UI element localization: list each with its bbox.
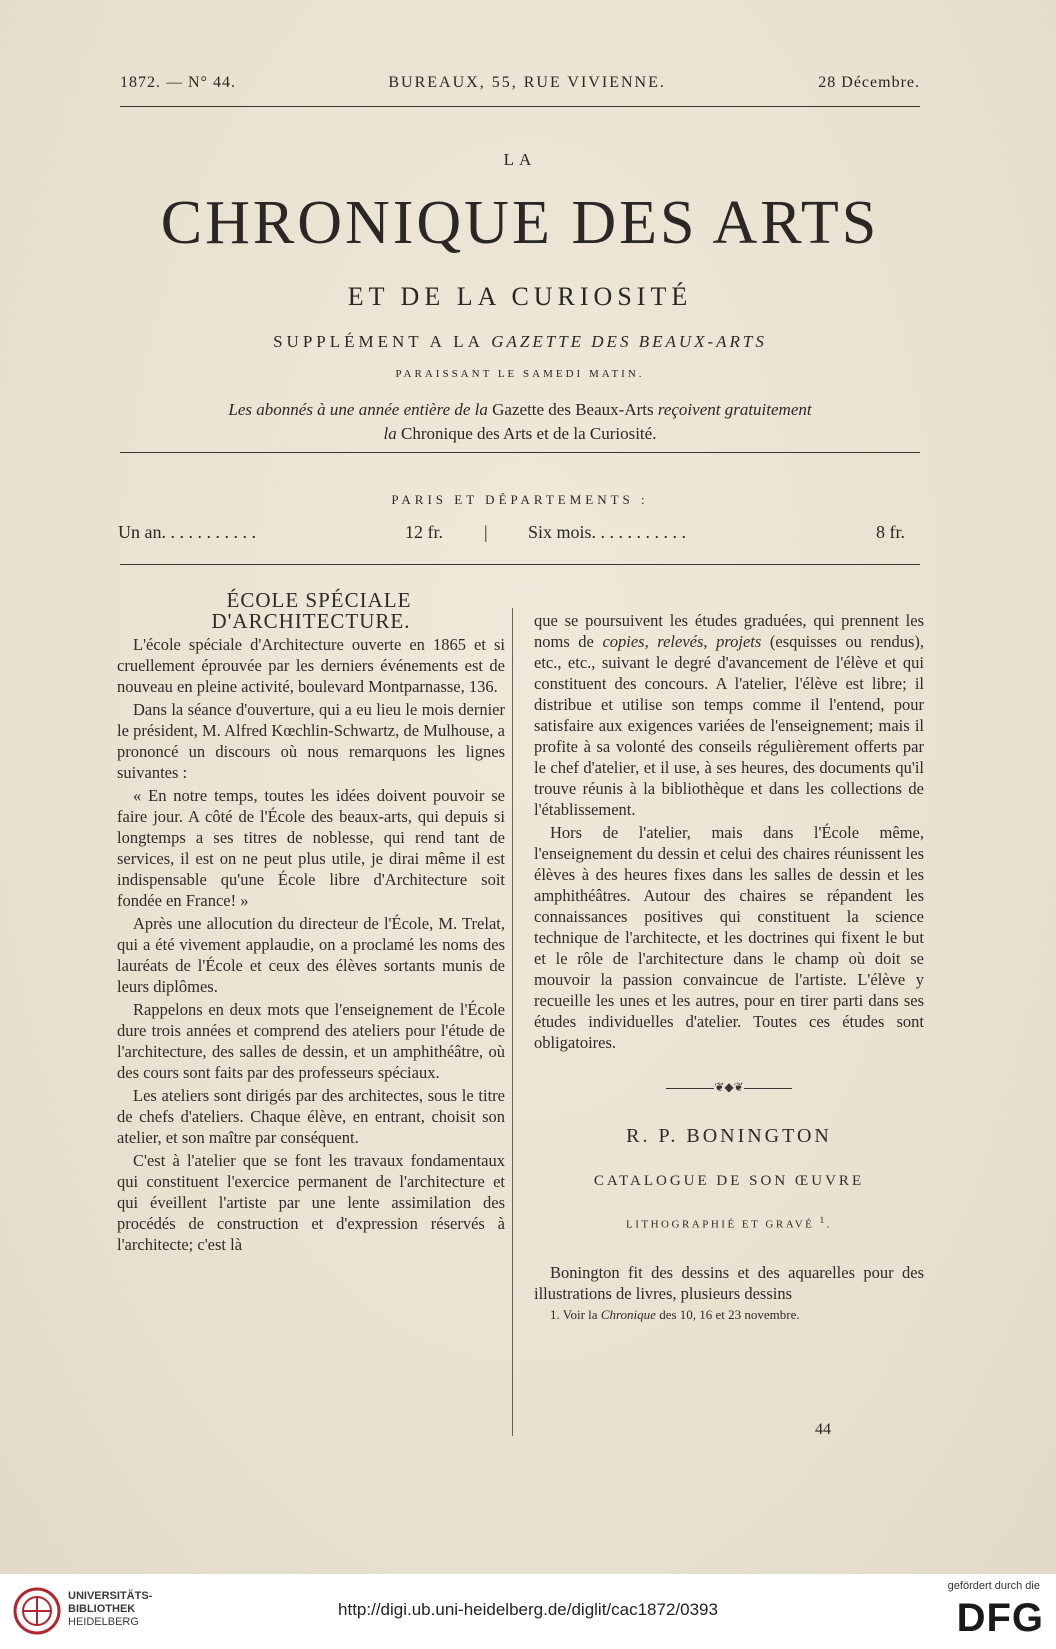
- notice-text: Les abonnés à une année entière de la: [228, 400, 488, 419]
- notice-text: reçoivent gratuitement: [657, 400, 812, 419]
- article-paragraph: « En notre temps, toutes les idées doivent pouvoir se faire jour. A côté de l'École des beaux-arts, qui depuis si longtemps a ses titres de noblesse, qui rend tant de services, il est on ne peut plus utile, je dirai même il est indispensable qu'une École libre d'Architecture soit fondée en France! »: [117, 786, 505, 910]
- article-paragraph: Les ateliers sont dirigés par des architectes, sous le titre de chefs d'ateliers. Chaque élève, en entrant, choisit son atelier, et son maître par conséquent.: [117, 1086, 505, 1147]
- article-architecture: [117, 590, 505, 1257]
- subscription-heading: PARIS ET DÉPARTEMENTS :: [391, 492, 649, 507]
- supplement-line: [120, 332, 920, 352]
- bonington-subtitle: CATALOGUE DE SON ŒUVRE: [593, 1173, 865, 1189]
- footnote: [534, 1306, 924, 1324]
- document-url[interactable]: http://digi.ub.uni-heidelberg.de/diglit/cac1872/0393: [338, 1600, 718, 1619]
- issue-header: [120, 74, 920, 98]
- article-paragraph: Rappelons en deux mots que l'enseignement de l'École dure trois années et comprend des ateliers pour l'étude de l'architecture, des salles de dessin, et un amphithéâtre, où des cours sont faits par des professeurs spéciaux.: [117, 1000, 505, 1082]
- viewer-footer: [0, 1574, 1056, 1649]
- half-year-price: 8 fr.: [876, 522, 905, 542]
- footnote-mark: 1: [819, 1215, 827, 1225]
- year-label: Un an. . . . . . . . . . .: [118, 522, 256, 542]
- masthead-rule: [120, 452, 920, 453]
- term-copies: copies: [602, 632, 645, 651]
- term-releves: relevés: [657, 632, 704, 651]
- article-paragraph: que se poursuivent les études graduées, qui prennent les noms de copies, relevés, projets (esquisses ou rendus), etc., etc., suivant le degré d'avancement de l'élève et qui constituent des concours. A l'atelier, l'élève est libre; il distribue et utilise son temps comme il l'entend, pour satisfaire aux exigences variées de l'enseignement; mais il profite à sa volonté des conseils régulièrement offerts par le chef d'atelier, et il use, à ses heures, des documents qu'il trouve réunis à la bibliothèque et dans les collections de l'établissement.: [534, 611, 925, 819]
- section-ornament: ❦◆❦: [534, 1077, 924, 1098]
- supplement-name: GAZETTE DES BEAUX-ARTS: [491, 332, 767, 351]
- footnote-text: 1. Voir la: [550, 1306, 598, 1322]
- office-address: BUREAUX, 55, RUE VIVIENNE.: [388, 74, 666, 91]
- masthead-article: LA: [503, 150, 537, 169]
- header-rule: [120, 106, 920, 107]
- bonington-intro: Bonington fit des dessins et des aquarelles pour des illustrations de livres, plusieurs dessins: [534, 1262, 924, 1303]
- half-year-label: Six mois. . . . . . . . . . .: [528, 522, 687, 542]
- funding-label: gefördert durch die: [947, 1580, 1040, 1592]
- dfg-logo: DFG: [956, 1596, 1044, 1640]
- column-divider: [512, 608, 513, 1436]
- subscription-prices: [120, 522, 920, 548]
- masthead-subtitle: ET DE LA CURIOSITÉ: [347, 282, 693, 311]
- notice-chronique: Chronique des Arts et de la Curiosité.: [401, 424, 657, 443]
- footnote-chronique: Chronique: [600, 1306, 656, 1322]
- footnote-text: des 10, 16 et 23 novembre.: [659, 1306, 800, 1322]
- publication-schedule: PARAISSANT LE SAMEDI MATIN.: [395, 368, 645, 380]
- library-line: BIBLIOTHEK: [68, 1603, 136, 1615]
- library-line: UNIVERSITÄTS-: [68, 1590, 153, 1602]
- subscription-rule: [120, 564, 920, 565]
- notice-gazette: Gazette des Beaux-Arts: [492, 400, 654, 419]
- page-number: 44: [815, 1421, 831, 1438]
- article-paragraph: Dans la séance d'ouverture, qui a eu lieu le mois dernier le président, M. Alfred Kœchlin-Schwartz, de Mulhouse, a prononcé un discours où nous remarquons les lignes suivantes :: [117, 700, 505, 782]
- bonington-title: R. P. BONINGTON: [626, 1125, 832, 1147]
- article-continuation: [534, 610, 924, 1326]
- paragraph-text: (esquisses ou rendus), etc., etc., suivant le degré d'avancement de l'élève et qui constituent des concours. A l'atelier, l'élève est libre; il distribue et utilise son temps comme il l'entend, pour satisfaire aux exigences variées de l'enseignement; mais il profite à sa volonté des conseils régulièrement offerts par le chef d'atelier, et il use, à ses heures, des documents qu'il trouve réunis à la bibliothèque et dans les collections de l'établissement.: [534, 632, 925, 819]
- masthead-title: CHRONIQUE DES ARTS: [160, 189, 880, 257]
- price-separator: |: [484, 522, 488, 542]
- library-line: HEIDELBERG: [68, 1616, 139, 1628]
- year-price: 12 fr.: [405, 522, 443, 542]
- article-paragraph: Après une allocution du directeur de l'École, M. Trelat, qui a été vivement applaudie, on a proclamé les noms des lauréats de l'École et ceux des élèves sortants munis de leurs diplômes.: [117, 914, 505, 996]
- subscriber-notice: [120, 398, 920, 446]
- article-paragraph: L'école spéciale d'Architecture ouverte en 1865 et si cruellement éprouvée par les derniers événements est de nouveau en pleine activité, boulevard Montparnasse, 136.: [117, 635, 505, 696]
- issue-number: 1872. — N° 44.: [120, 74, 236, 91]
- article-title: ÉCOLE SPÉCIALE D'ARCHITECTURE.: [211, 588, 412, 633]
- issue-date: 28 Décembre.: [818, 74, 920, 91]
- supplement-prefix: SUPPLÉMENT A LA: [273, 332, 483, 351]
- article-paragraph: Hors de l'atelier, mais dans l'École même, l'enseignement du dessin et celui des chaires réunissent les élèves à des heures fixes dans les salles de dessin et les amphithéâtres. Autour des chaires se répandent les connaissances positives qui constituent la science technique de l'architecte, et les doctrines qui fixent le but et le rôle de l'architecture dans le champ où doit se mouvoir la passion convaincue de l'artiste. L'élève y recueille les unes et les autres, pour en tirer parti dans ses études individuelles d'atelier. Toutes ces études sont obligatoires.: [534, 823, 924, 1052]
- bonington-subtitle-2: LITHOGRAPHIÉ ET GRAVÉ $^1$.: [626, 1215, 832, 1231]
- term-projets: projets: [716, 632, 762, 651]
- subtitle-text: LITHOGRAPHIÉ ET GRAVÉ: [626, 1218, 815, 1231]
- newspaper-page: [117, 60, 925, 1560]
- paragraph-text: que se poursuivent les études graduées, qui prennent les noms de: [534, 611, 924, 651]
- article-paragraph: C'est à l'atelier que se font les travaux fondamentaux qui constituent l'exercice permanent de l'architecture et qui éveillent l'artiste par une lente assimilation des procédés de construction et d'expression réservés à l'architecte; c'est là: [117, 1151, 505, 1254]
- notice-text: la: [383, 424, 397, 443]
